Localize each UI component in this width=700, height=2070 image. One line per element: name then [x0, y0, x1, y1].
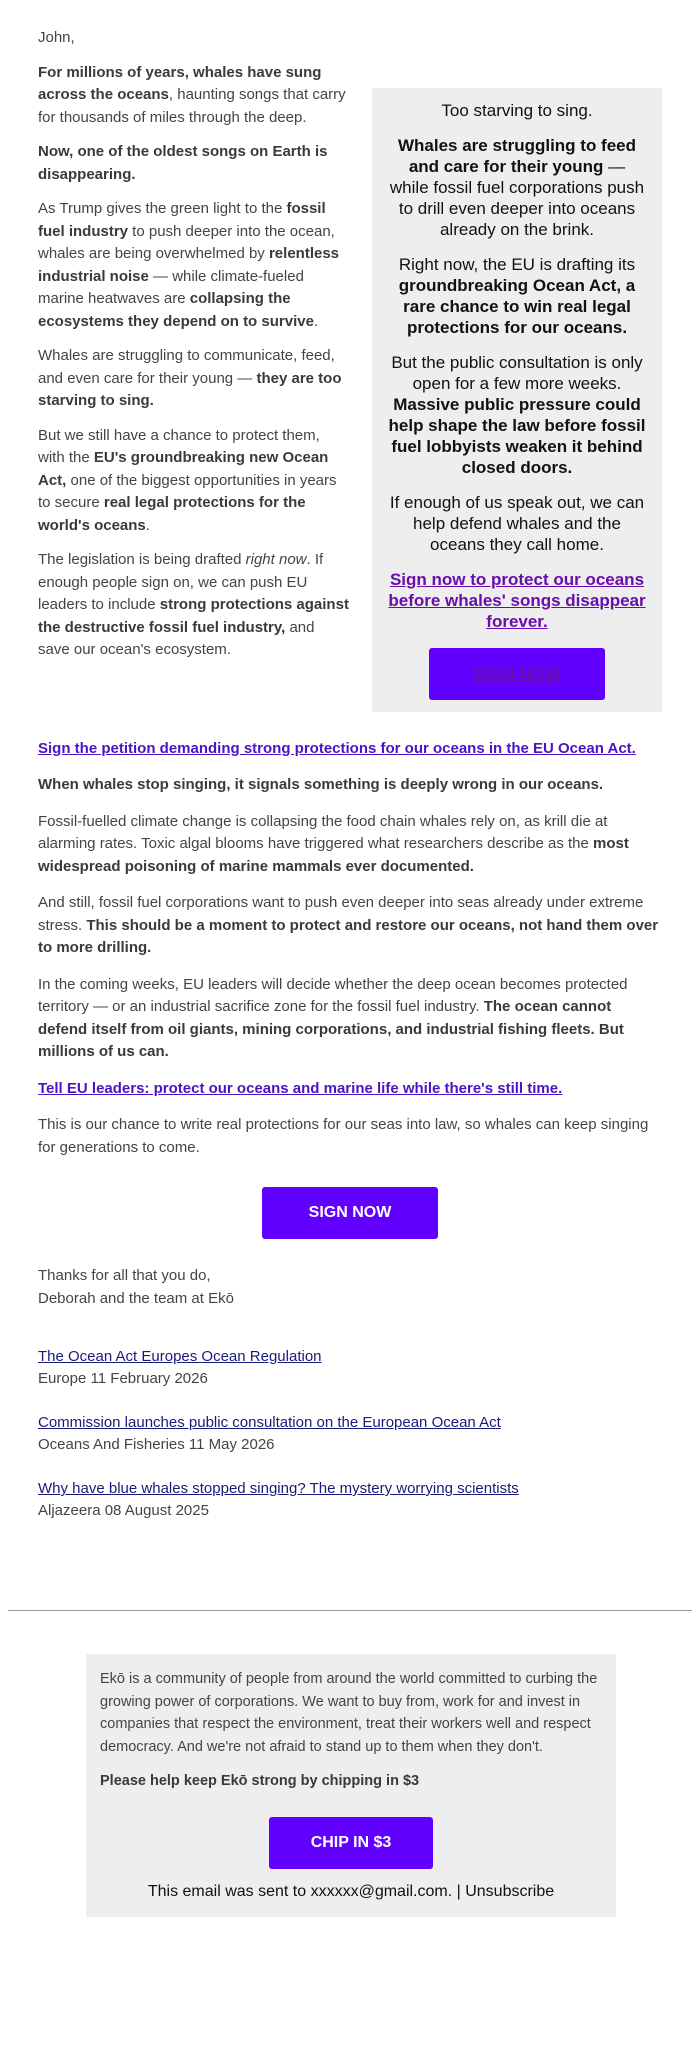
tell-leaders-link[interactable]: Tell EU leaders: protect our oceans and marine life while there's still time. — [38, 1079, 563, 1097]
sidebar-para-3: Right now, the EU is drafting its groundbreaking Ocean Act, a rare chance to win real legal protections for our oceans. — [398, 254, 636, 337]
source-meta: Aljazeera 08 August 2025 — [38, 1502, 209, 1519]
footer-separator: | — [452, 1882, 466, 1900]
source-item — [38, 1346, 662, 1390]
footer-panel — [86, 1654, 616, 1917]
sidebar-sign-button[interactable]: SIGN NOW — [429, 648, 605, 700]
source-link[interactable]: Commission launches public consultation on the European Ocean Act — [38, 1414, 501, 1431]
greeting: John, — [38, 29, 75, 46]
body-para-9: And still, fossil fuel corporations want to push even deeper into seas already under extreme stress. This should be a moment to protect and restore our oceans, not hand them over to more drilling. — [38, 894, 659, 956]
signoff-line: Deborah and the team at Ekō — [38, 1289, 234, 1307]
source-item — [38, 1412, 662, 1456]
body-para-11: This is our chance to write real protections for our seas into law, so whales can keep singing for generations to come. — [38, 1116, 649, 1156]
footer-about: Ekō is a community of people from around the world committed to curbing the growing power of corporations. We want to buy from, work for and invest in companies that respect the environment, treat their workers well and respect democracy. And we're not afraid to stand up to them when they don't. — [100, 1671, 598, 1755]
sidebar-sign-link[interactable]: Sign now to protect our oceans before whales' songs disappear forever. — [388, 569, 646, 631]
body-para-6: The legislation is being drafted right now. If enough people sign on, we can push EU leaders to include strong protections against the destructive fossil fuel industry, and save our ocean's ecosystem. — [38, 551, 349, 658]
source-meta: Europe 11 February 2026 — [38, 1370, 208, 1387]
sidebar-tagline: Too starving to sing. — [441, 100, 593, 120]
main-sign-button[interactable]: SIGN NOW — [262, 1187, 438, 1239]
body-para-2: Now, one of the oldest songs on Earth is disappearing. — [38, 143, 328, 183]
sidebar-para-4: But the public consultation is only open for a few more weeks. Massive public pressure could help shape the law before fossil fuel lobbyists weaken it behind closed doors. — [388, 352, 646, 477]
chip-in-button[interactable]: CHIP IN $3 — [269, 1817, 433, 1869]
source-link[interactable]: Why have blue whales stopped singing? The mystery worrying scientists — [38, 1480, 519, 1497]
tell-leaders-link-wrap — [38, 1078, 662, 1101]
sources-list — [38, 1346, 662, 1522]
thanks-line: Thanks for all that you do, — [38, 1267, 211, 1284]
main-cta-wrap — [38, 1187, 662, 1239]
body-para-7: When whales stop singing, it signals something is deeply wrong in our oceans. — [38, 776, 604, 793]
footer-divider — [8, 1610, 692, 1611]
email-body — [38, 0, 662, 1522]
body-para-3: As Trump gives the green light to the fossil fuel industry to push deeper into the ocean, whales are being overwhelmed by relentless industrial noise — while climate-fueled marine heatwaves are collapsing the ecosystems they depend on to survive. — [38, 200, 340, 330]
footer-sent-line — [100, 1883, 602, 1901]
sent-to-text: This email was sent to xxxxxx@gmail.com. — [147, 1882, 453, 1900]
body-para-10: In the coming weeks, EU leaders will decide whether the deep ocean becomes protected territory — or an industrial sacrifice zone for the fossil fuel industry. The ocean cannot defend itself from oil giants, mining corporations, and industrial fishing fleets. But millions of us can. — [38, 975, 628, 1060]
petition-link[interactable]: Sign the petition demanding strong protections for our oceans in the EU Ocean Act. — [38, 739, 636, 757]
body-para-5: But we still have a chance to protect them, with the EU's groundbreaking new Ocean Act, one of the biggest opportunities in years to secure real legal protections for the world's oceans. — [38, 426, 337, 534]
petition-link-wrap — [38, 738, 662, 761]
sidebar-para-2: Whales are struggling to feed and care for their young — while fossil fuel corporations push to drill even deeper into oceans already on the brink. — [389, 135, 645, 239]
footer-appeal: Please help keep Ekō strong by chipping in $3 — [100, 1773, 420, 1789]
source-link[interactable]: The Ocean Act Europes Ocean Regulation — [38, 1348, 322, 1365]
chip-cta-wrap — [100, 1817, 602, 1869]
source-meta: Oceans And Fisheries 11 May 2026 — [38, 1436, 275, 1453]
source-item — [38, 1478, 662, 1522]
sidebar-link-wrap — [388, 569, 646, 632]
unsubscribe-link[interactable]: Unsubscribe — [465, 1882, 555, 1900]
body-para-4: Whales are struggling to communicate, feed, and even care for their young — they are too starving to sing. — [38, 347, 342, 409]
sidebar-panel — [372, 88, 662, 712]
body-para-1: For millions of years, whales have sung across the oceans, haunting songs that carry for thousands of miles through the deep. — [38, 63, 346, 126]
sidebar-para-5: If enough of us speak out, we can help defend whales and the oceans they call home. — [389, 492, 645, 554]
body-para-8: Fossil-fuelled climate change is collapsing the food chain whales rely on, as krill die at alarming rates. Toxic algal blooms have triggered what researchers describe as the most widespread poisoning of marine mammals ever documented. — [38, 812, 629, 875]
